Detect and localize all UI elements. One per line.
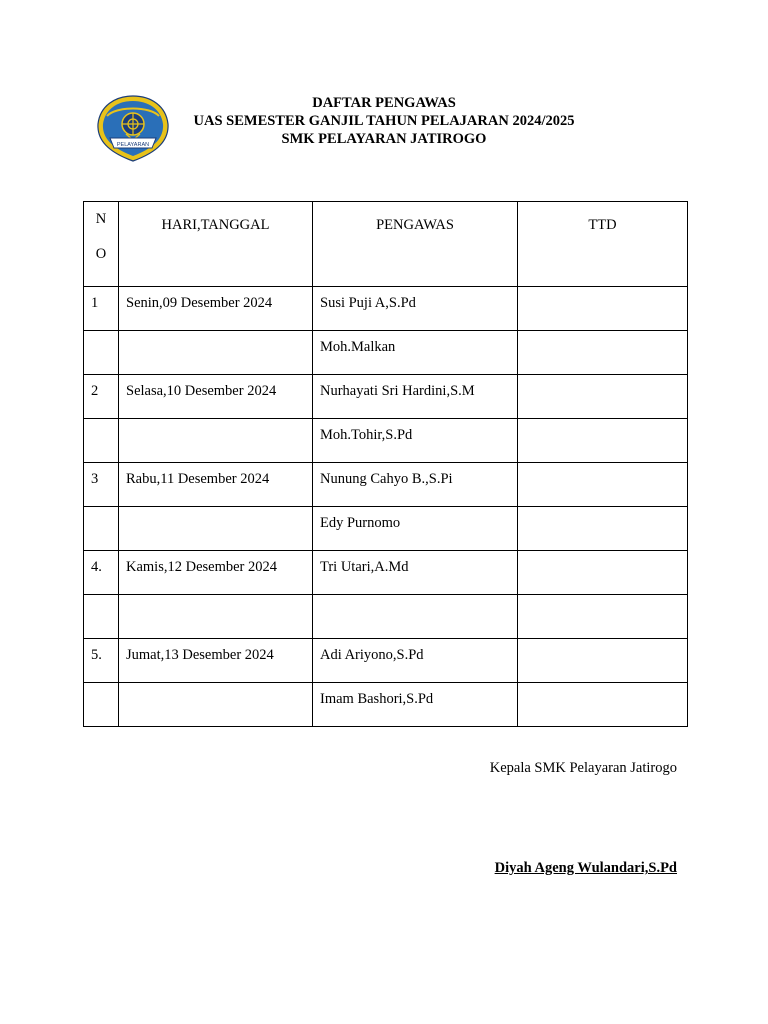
- cell-proctor: Adi Ariyono,S.Pd: [313, 639, 518, 683]
- cell-day: Senin,09 Desember 2024: [119, 287, 313, 331]
- table-row: [84, 419, 688, 463]
- cell-day: [119, 331, 313, 375]
- table-row: [84, 507, 688, 551]
- cell-day: [119, 683, 313, 727]
- table-row: [84, 683, 688, 727]
- document-title: [0, 94, 768, 148]
- signature-name: Diyah Ageng Wulandari,S.Pd: [494, 860, 677, 876]
- cell-no: [84, 595, 119, 639]
- cell-no: [84, 331, 119, 375]
- cell-sign: [518, 683, 688, 727]
- cell-day: Jumat,13 Desember 2024: [119, 639, 313, 683]
- cell-day: [119, 507, 313, 551]
- title-line-1: DAFTAR PENGAWAS: [312, 95, 456, 111]
- cell-no: 1: [84, 287, 119, 331]
- cell-proctor: Imam Bashori,S.Pd: [313, 683, 518, 727]
- cell-proctor: Edy Purnomo: [313, 507, 518, 551]
- table-row: [84, 331, 688, 375]
- svg-text:PELAYARAN: PELAYARAN: [116, 142, 150, 148]
- cell-proctor: Moh.Tohir,S.Pd: [313, 419, 518, 463]
- table-row: [84, 287, 688, 331]
- cell-sign: [518, 375, 688, 419]
- cell-no: 3: [84, 463, 119, 507]
- table-row: [84, 595, 688, 639]
- cell-sign: [518, 331, 688, 375]
- proctor-table: [83, 201, 688, 727]
- cell-sign: [518, 551, 688, 595]
- cell-sign: [518, 639, 688, 683]
- cell-day: [119, 419, 313, 463]
- header-proctor: PENGAWAS: [313, 202, 518, 287]
- header-sign: TTD: [518, 202, 688, 287]
- cell-proctor: Tri Utari,A.Md: [313, 551, 518, 595]
- header-no-line-2: O: [95, 246, 107, 262]
- cell-sign: [518, 595, 688, 639]
- cell-day: [119, 595, 313, 639]
- cell-day: Kamis,12 Desember 2024: [119, 551, 313, 595]
- cell-no: 4.: [84, 551, 119, 595]
- cell-proctor: Susi Puji A,S.Pd: [313, 287, 518, 331]
- cell-proctor: Nunung Cahyo B.,S.Pi: [313, 463, 518, 507]
- cell-sign: [518, 507, 688, 551]
- table-header-row: [84, 202, 688, 287]
- table-row: [84, 551, 688, 595]
- cell-no: 2: [84, 375, 119, 419]
- signature-title: Kepala SMK Pelayaran Jatirogo: [489, 760, 677, 776]
- header-no-line-1: N: [95, 211, 107, 227]
- header-day: HARI,TANGGAL: [119, 202, 313, 287]
- cell-proctor: Moh.Malkan: [313, 331, 518, 375]
- cell-no: [84, 683, 119, 727]
- cell-sign: [518, 463, 688, 507]
- title-line-2: UAS SEMESTER GANJIL TAHUN PELAJARAN 2024/2025: [193, 113, 575, 129]
- cell-day: Selasa,10 Desember 2024: [119, 375, 313, 419]
- cell-sign: [518, 419, 688, 463]
- cell-proctor: [313, 595, 518, 639]
- cell-sign: [518, 287, 688, 331]
- cell-no: 5.: [84, 639, 119, 683]
- header-no: [84, 202, 119, 287]
- table-row: [84, 639, 688, 683]
- cell-day: Rabu,11 Desember 2024: [119, 463, 313, 507]
- table-row: [84, 375, 688, 419]
- cell-proctor: Nurhayati Sri Hardini,S.M: [313, 375, 518, 419]
- cell-no: [84, 419, 119, 463]
- cell-no: [84, 507, 119, 551]
- table-row: [84, 463, 688, 507]
- title-line-3: SMK PELAYARAN JATIROGO: [281, 131, 487, 147]
